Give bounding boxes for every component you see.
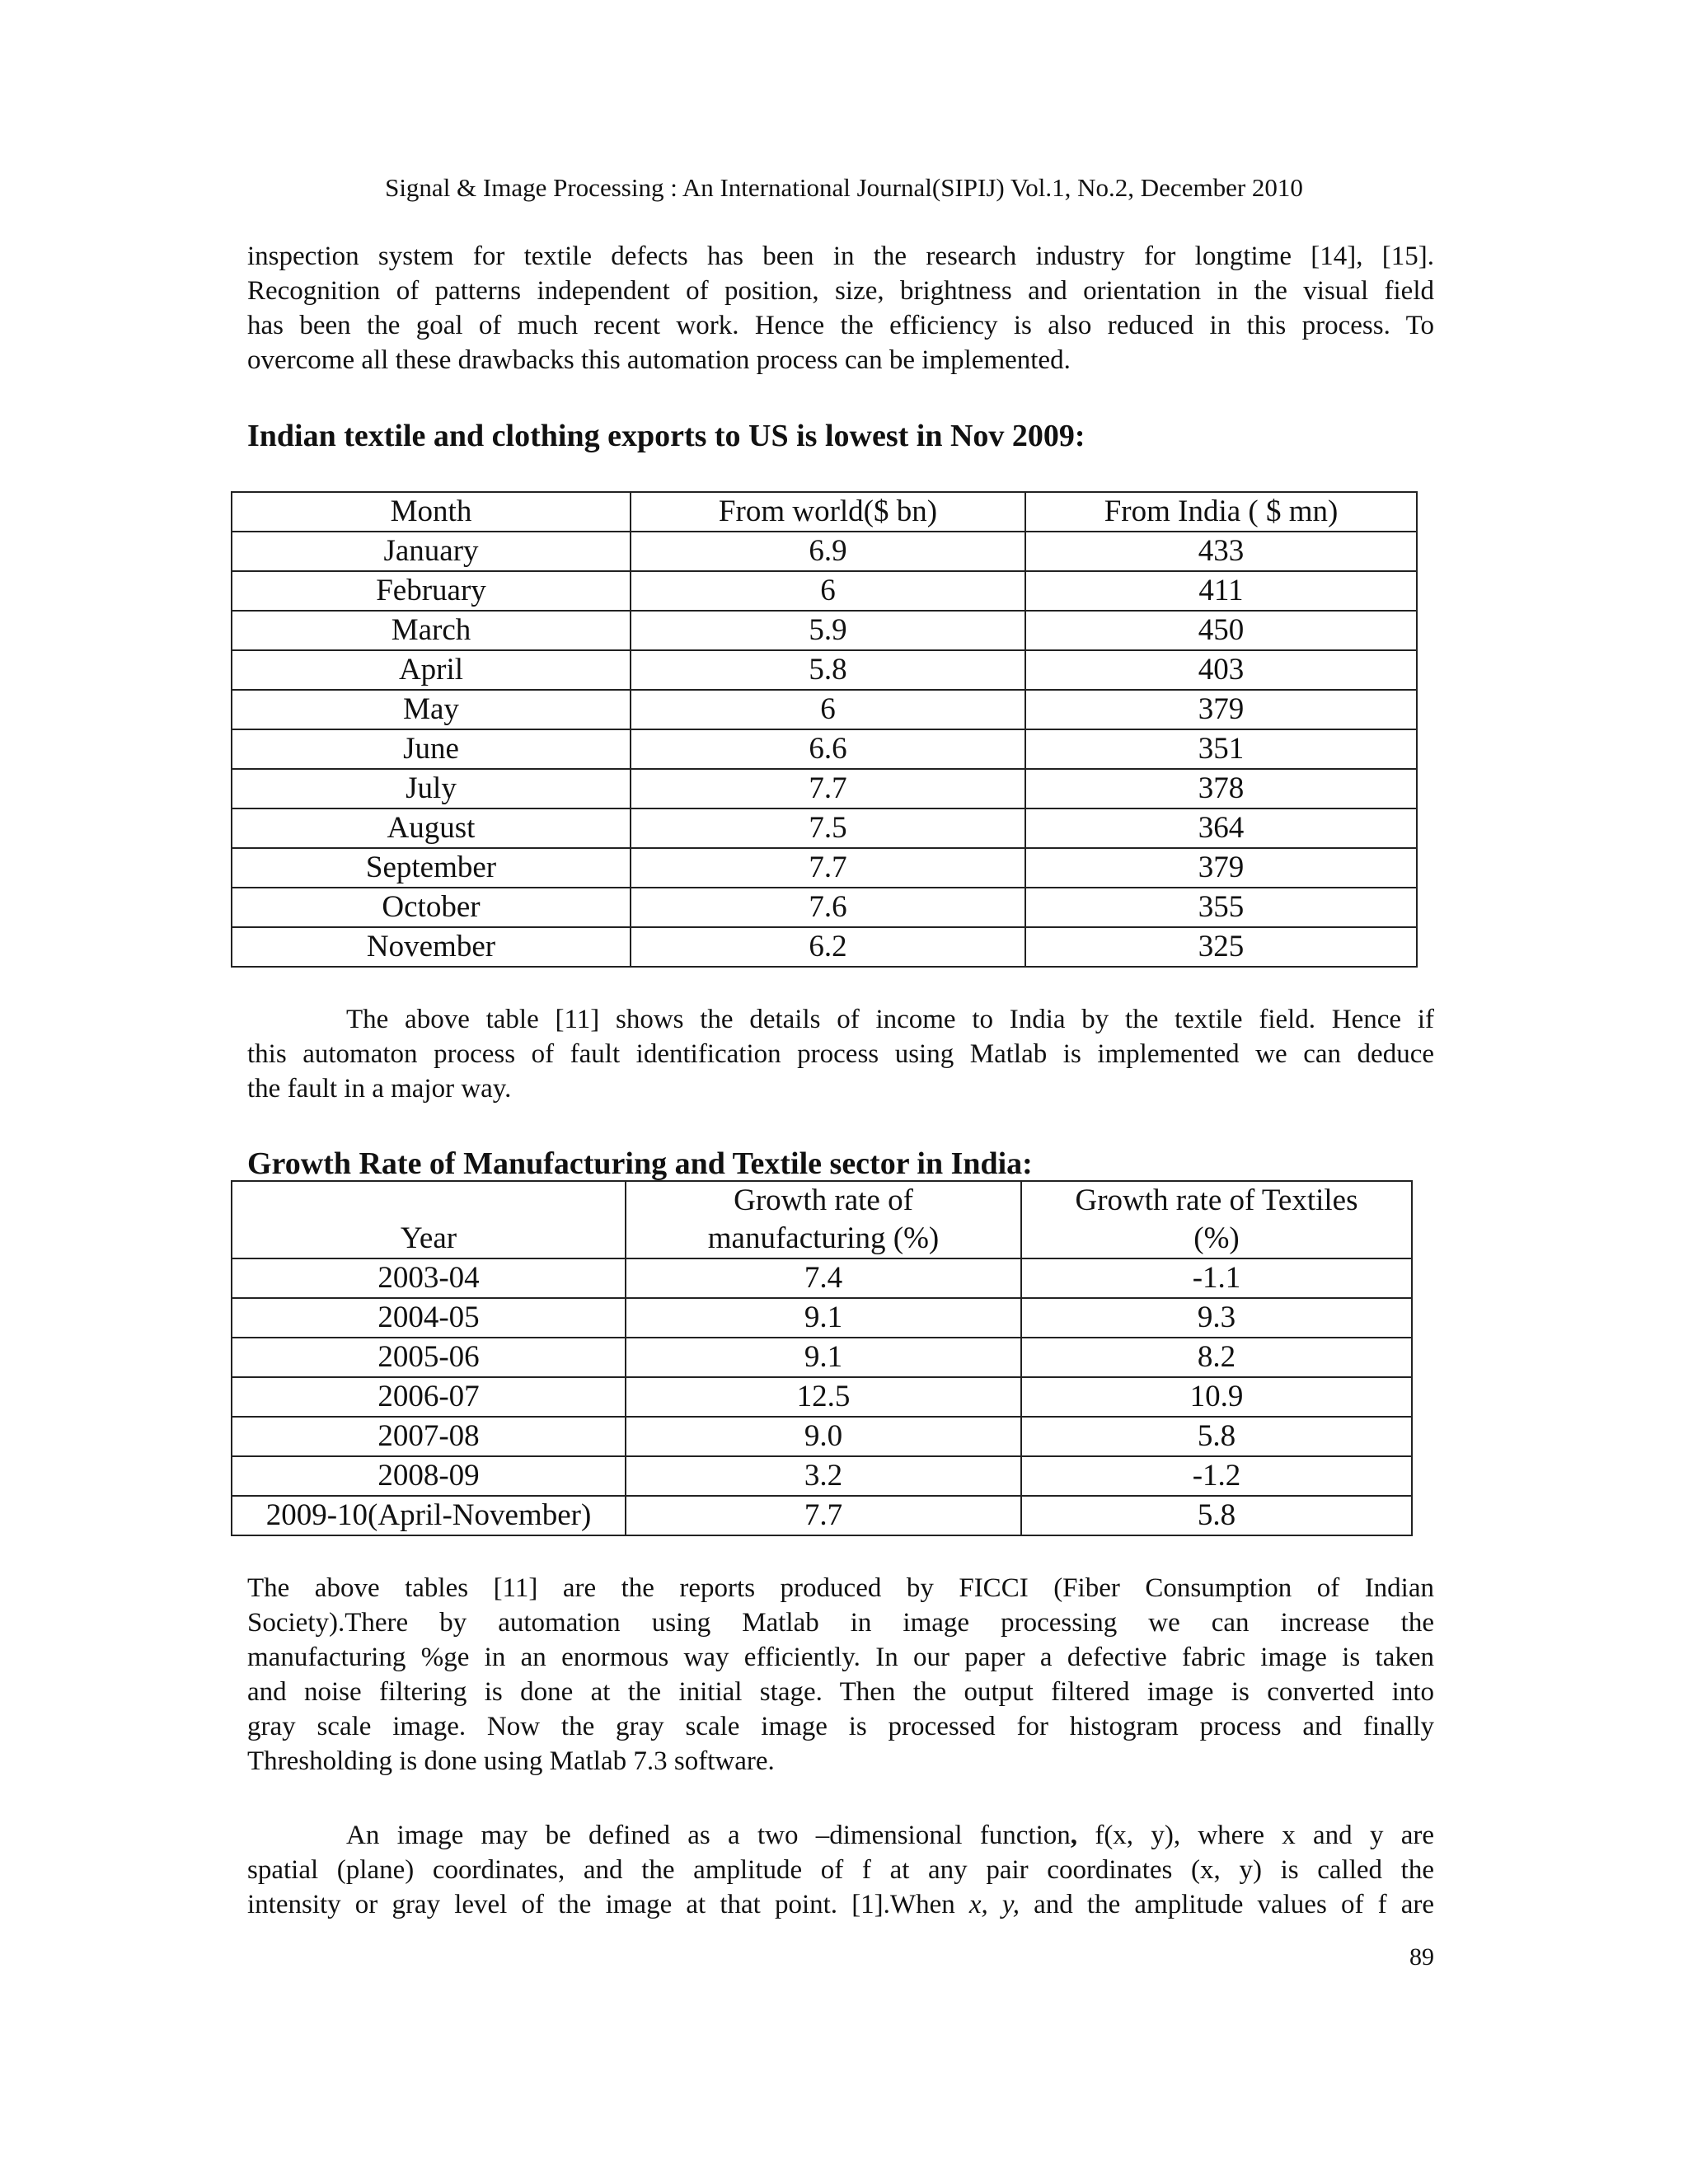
paragraph-line [247, 1818, 1434, 1853]
paragraph-line: this automaton process of fault identification process using Matlab is implemented we can deduce [247, 1039, 1434, 1069]
exports-table [231, 491, 1418, 968]
paragraph-image-definition [247, 1818, 1434, 1922]
paragraph-line: the fault in a major way. [247, 1074, 512, 1104]
table-cell: September [232, 848, 631, 888]
table-cell: 6.9 [631, 532, 1025, 571]
table-cell: 5.8 [1021, 1417, 1412, 1456]
running-header: Signal & Image Processing : An International Journal(SIPIJ) Vol.1, No.2, December 2010 [385, 173, 1303, 202]
table-cell: 7.4 [626, 1258, 1021, 1298]
table-cell: November [232, 927, 631, 967]
header-line: (%) [1193, 1221, 1240, 1255]
table-cell: 2006-07 [232, 1377, 626, 1417]
section-heading-exports: Indian textile and clothing exports to US is lowest in Nov 2009: [247, 419, 1085, 453]
table-cell: January [232, 532, 631, 571]
table-cell: 2007-08 [232, 1417, 626, 1456]
table-cell: 403 [1025, 650, 1417, 690]
table-row [232, 808, 1417, 848]
header-cell: Month [232, 492, 631, 532]
table-cell: 9.0 [626, 1417, 1021, 1456]
paragraph-intro [247, 239, 1434, 377]
paragraph-line: Society).There by automation using Matlab in image processing we can increase the [247, 1608, 1434, 1638]
section-heading-growth: Growth Rate of Manufacturing and Textile sector in India: [247, 1146, 1033, 1181]
table-row [232, 532, 1417, 571]
paragraph-line: gray scale image. Now the gray scale image is processed for histogram process and finally [247, 1712, 1434, 1741]
table-cell: 351 [1025, 729, 1417, 769]
table-cell: 7.6 [631, 888, 1025, 927]
table-cell: 9.1 [626, 1338, 1021, 1377]
table-cell: 378 [1025, 769, 1417, 808]
table-cell: 379 [1025, 848, 1417, 888]
paragraph-line: and noise filtering is done at the initial stage. Then the output filtered image is converted into [247, 1677, 1434, 1707]
table-cell: 5.8 [631, 650, 1025, 690]
paragraph-line: The above table [11] shows the details of income to India by the textile field. Hence if [346, 1005, 1434, 1034]
header-line: manufacturing (%) [707, 1221, 940, 1255]
paragraph-line: Thresholding is done using Matlab 7.3 software. [247, 1746, 775, 1776]
table-row [232, 927, 1417, 967]
table-cell: 2005-06 [232, 1338, 626, 1377]
paragraph-line: spatial (plane) coordinates, and the amplitude of f at any pair coordinates (x, y) is called the [247, 1855, 1434, 1885]
table-row [232, 888, 1417, 927]
table-header-row [232, 492, 1417, 532]
table-cell: 2003-04 [232, 1258, 626, 1298]
table-row [232, 848, 1417, 888]
paragraph-ficci [247, 1571, 1434, 1779]
table-cell: 3.2 [626, 1456, 1021, 1496]
header-cell [232, 1181, 626, 1258]
table-cell: 12.5 [626, 1377, 1021, 1417]
table-cell: 6.6 [631, 729, 1025, 769]
header-line: Growth rate of Textiles [1075, 1183, 1358, 1217]
paragraph-line: has been the goal of much recent work. Hence the efficiency is also reduced in this process. To [247, 311, 1434, 340]
table-cell: 7.7 [626, 1496, 1021, 1535]
table-cell: -1.1 [1021, 1258, 1412, 1298]
table-row [232, 650, 1417, 690]
table-cell: 2008-09 [232, 1456, 626, 1496]
table-cell: 364 [1025, 808, 1417, 848]
text-run: An image may be defined as a two –dimensional function [346, 1821, 1071, 1850]
italic-run: x, y, [968, 1890, 1020, 1919]
paragraph-table-note [247, 1002, 1434, 1106]
table-cell: 5.9 [631, 611, 1025, 650]
table-cell: 379 [1025, 690, 1417, 729]
table-cell: 5.8 [1021, 1496, 1412, 1535]
table-row [232, 1258, 1412, 1298]
table-row [232, 1456, 1412, 1496]
table-cell: March [232, 611, 631, 650]
table-cell: May [232, 690, 631, 729]
table-row [232, 1338, 1412, 1377]
paragraph-line: inspection system for textile defects has been in the research industry for longtime [14], [15]. [247, 241, 1434, 271]
table-row [232, 1298, 1412, 1338]
table-cell: 6 [631, 690, 1025, 729]
table-cell: April [232, 650, 631, 690]
paragraph-line: The above tables [11] are the reports produced by FICCI (Fiber Consumption of Indian [247, 1573, 1434, 1603]
page-number: 89 [1409, 1943, 1434, 1971]
table-cell: August [232, 808, 631, 848]
table-row [232, 769, 1417, 808]
table-cell: 8.2 [1021, 1338, 1412, 1377]
table-cell: 325 [1025, 927, 1417, 967]
text-run: f(x, y), where x and y are [1077, 1821, 1435, 1850]
table-row [232, 1377, 1412, 1417]
header-cell: From India ( $ mn) [1025, 492, 1417, 532]
table-cell: 9.1 [626, 1298, 1021, 1338]
header-cell [1021, 1181, 1412, 1258]
header-line: Growth rate of [734, 1183, 913, 1217]
table-cell: 355 [1025, 888, 1417, 927]
paragraph-line: Recognition of patterns independent of position, size, brightness and orientation in the visual field [247, 276, 1434, 306]
table-cell: 450 [1025, 611, 1417, 650]
table-cell: 2004-05 [232, 1298, 626, 1338]
table-cell: July [232, 769, 631, 808]
table-cell: 6 [631, 571, 1025, 611]
table-row [232, 1417, 1412, 1456]
table-cell: 411 [1025, 571, 1417, 611]
table-cell: 7.7 [631, 848, 1025, 888]
header-cell: From world($ bn) [631, 492, 1025, 532]
table-row [232, 1496, 1412, 1535]
paragraph-line [247, 1887, 1434, 1922]
header-year: Year [400, 1221, 457, 1255]
text-run: intensity or gray level of the image at that point. [1].When [247, 1890, 969, 1919]
table-cell: June [232, 729, 631, 769]
table-cell: 7.5 [631, 808, 1025, 848]
table-cell: 7.7 [631, 769, 1025, 808]
header-cell [626, 1181, 1021, 1258]
table-row [232, 611, 1417, 650]
bold-comma: , [1070, 1821, 1078, 1850]
paragraph-line: overcome all these drawbacks this automation process can be implemented. [247, 345, 1071, 375]
table-cell: 2009-10(April-November) [232, 1496, 626, 1535]
table-cell: 6.2 [631, 927, 1025, 967]
table-cell: 433 [1025, 532, 1417, 571]
table-row [232, 729, 1417, 769]
table-cell: February [232, 571, 631, 611]
table-cell: 9.3 [1021, 1298, 1412, 1338]
table-cell: -1.2 [1021, 1456, 1412, 1496]
table-row [232, 690, 1417, 729]
growth-table [231, 1180, 1413, 1536]
table-cell: 10.9 [1021, 1377, 1412, 1417]
paragraph-line: manufacturing %ge in an enormous way efficiently. In our paper a defective fabric image is taken [247, 1643, 1434, 1672]
table-cell: October [232, 888, 631, 927]
table-header-row [232, 1181, 1412, 1258]
table-row [232, 571, 1417, 611]
text-run: and the amplitude values of f are [1019, 1890, 1434, 1919]
